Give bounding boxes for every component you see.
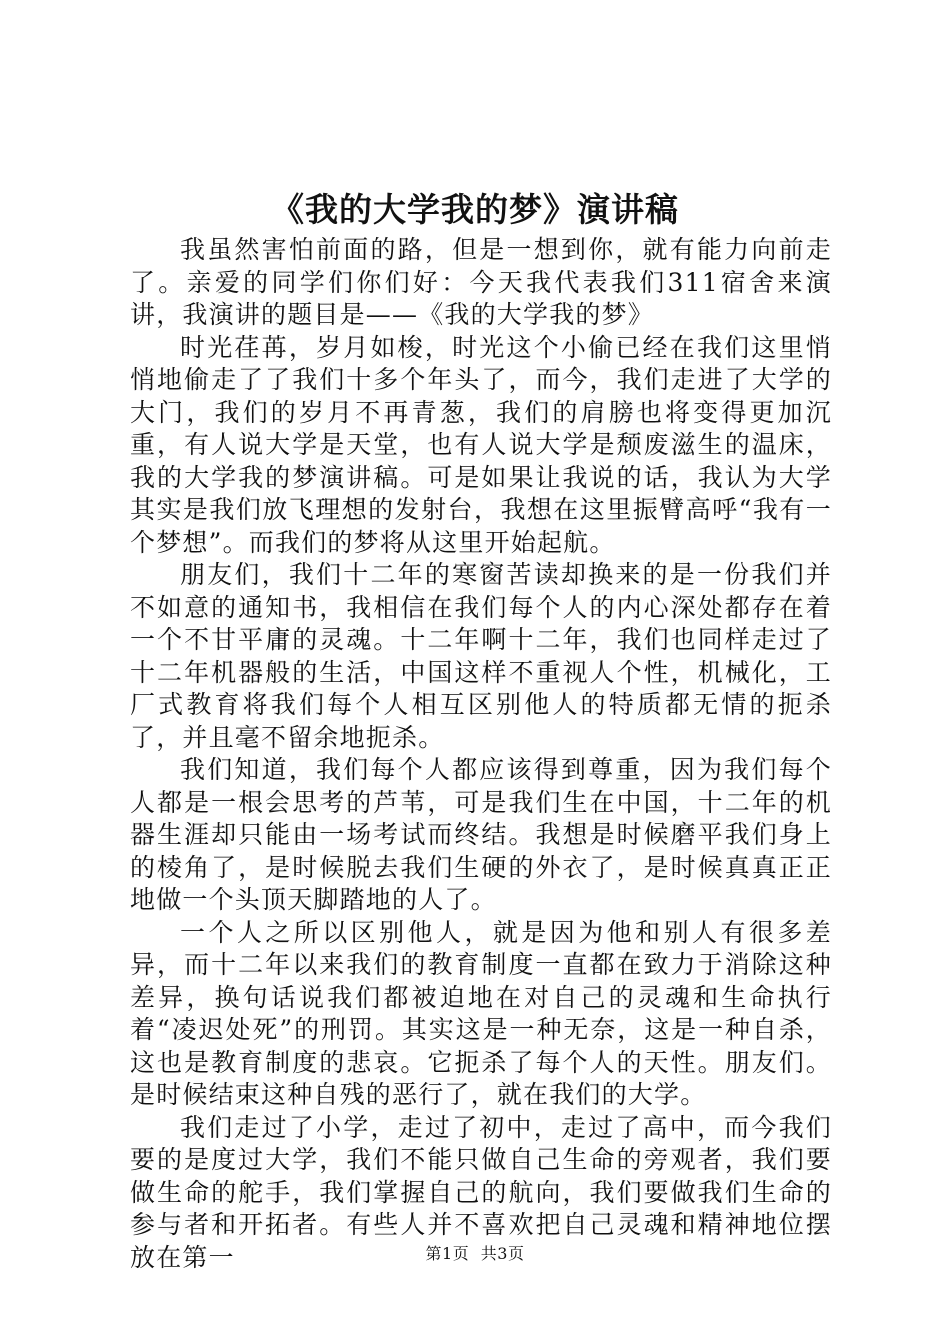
paragraph: 我们知道，我们每个人都应该得到尊重，因为我们每个人都是一根会思考的芦苇，可是我们生在中国，十二年的机器生涯却只能由一场考试而终结。我想是时候磨平我们身上的棱角了，是时候脱去我们生硬的外衣了，是时候真真正正地做一个头顶天脚踏地的人了。 <box>130 755 832 914</box>
paragraph: 一个人之所以区别他人，就是因为他和别人有很多差异，而十二年以来我们的教育制度一直都在致力于消除这种差异，换句话说我们都被迫地在对自己的灵魂和生命执行着“凌迟处死”的刑罚。其实这是一种无奈，这是一种自杀，这也是教育制度的悲哀。它扼杀了每个人的天性。朋友们。是时候结束这种自残的恶行了，就在我们的大学。 <box>130 917 832 1109</box>
paragraph: 时光荏苒，岁月如梭，时光这个小偷已经在我们这里悄悄地偷走了了我们十多个年头了，而今，我们走进了大学的大门，我们的岁月不再青葱，我们的肩膀也将变得更加沉重，有人说大学是天堂，也有人说大学是颓废滋生的温床，我的大学我的梦演讲稿。可是如果让我说的话，我认为大学其实是我们放飞理想的发射台，我想在这里振臂高呼“我有一个梦想”。而我们的梦将从这里开始起航。 <box>130 332 832 557</box>
document-title: 《我的大学我的梦》演讲稿 <box>271 190 679 229</box>
paragraph: 我虽然害怕前面的路，但是一想到你，就有能力向前走了。亲爱的同学们你们好：今天我代表我们311宿舍来演讲，我演讲的题目是——《我的大学我的梦》 <box>130 235 832 329</box>
paragraph: 我们走过了小学，走过了初中，走过了高中，而今我们要的是度过大学，我们不能只做自己生命的旁观者，我们要做生命的舵手，我们掌握自己的航向，我们要做我们生命的参与者和开拓者。有些人并不喜欢把自己灵魂和精神地位摆放在第一 <box>130 1112 832 1272</box>
page-footer <box>0 1242 950 1266</box>
page-total: 共3页 <box>480 1244 525 1263</box>
document-body <box>130 234 832 1274</box>
paragraph: 朋友们，我们十二年的寒窗苦读却换来的是一份我们并不如意的通知书，我相信在我们每个人的内心深处都存在着一个不甘平庸的灵魂。十二年啊十二年，我们也同样走过了十二年机器般的生活，中国这样不重视人个性，机械化，工厂式教育将我们每个人相互区别他人的特质都无情的扼杀了，并且毫不留余地扼杀。 <box>130 560 832 752</box>
page-number: 第1页 <box>425 1244 470 1263</box>
